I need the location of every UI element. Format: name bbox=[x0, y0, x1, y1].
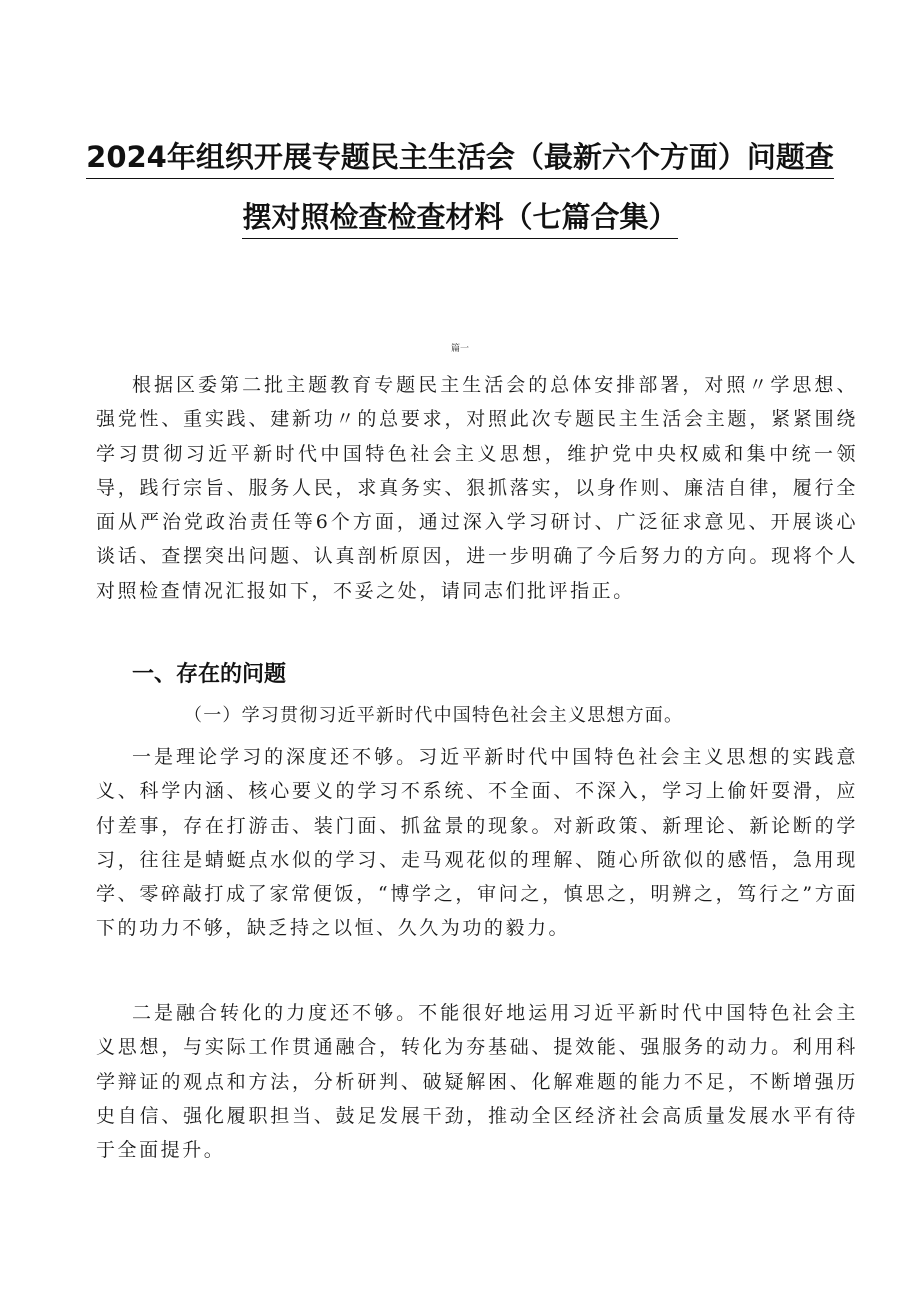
intro-paragraph: 根据区委第二批主题教育专题民主生活会的总体安排部署，对照〃学思想、强党性、重实践、建新功〃的总要求，对照此次专题民主生活会主题，紧紧围绕学习贯彻习近平新时代中国特色社会主义思想，维护党中央权威和集中统一领导，践行宗旨、服务人民，求真务实、狠抓落实，以身作则、廉洁自律，履行全面从严治党政治责任等6个方面，通过深入学习研讨、广泛征求意见、开展谈心谈话、查摆突出问题、认真剖析原因，进一步明确了今后努力的方向。现将个人对照检查情况汇报如下，不妥之处，请同志们批评指正。 bbox=[96, 374, 858, 602]
point-two-paragraph: 二是融合转化的力度还不够。不能很好地运用习近平新时代中国特色社会主义思想，与实际工作贯通融合，转化为夯基础、提效能、强服务的动力。利用科学辩证的观点和方法，分析研判、破疑解困、化解难题的能力不足，不断增强历史自信、强化履职担当、鼓足发展干劲，推动全区经济社会高质量发展水平有待于全面提升。 bbox=[96, 1002, 858, 1162]
point-one-paragraph: 一是理论学习的深度还不够。习近平新时代中国特色社会主义思想的实践意义、科学内涵、核心要义的学习不系统、不全面、不深入，学习上偷奸耍滑，应付差事，存在打游击、装门面、抓盆景的现象。对新政策、新理论、新论断的学习，往往是蜻蜓点水似的学习、走马观花似的理解、随心所欲似的感悟，急用现学、零碎敲打成了家常便饭，“博学之，审问之，慎思之，明辨之，笃行之”方面下的功力不够，缺乏持之以恒、久久为功的毅力。 bbox=[96, 746, 858, 940]
document-title-line-2-text: 摆对照检查检查材料（七篇合集） bbox=[242, 200, 677, 239]
document-title-line-1-text: 2024年组织开展专题民主生活会（最新六个方面）问题查 bbox=[86, 140, 834, 179]
section-heading: 一、存在的问题 bbox=[132, 662, 287, 687]
document-title-line-1 bbox=[60, 140, 860, 174]
part-label: 篇一 bbox=[450, 344, 469, 354]
subsection-heading: （一）学习贯彻习近平新时代中国特色社会主义思想方面。 bbox=[184, 705, 684, 726]
document-title-line-2 bbox=[60, 200, 860, 234]
